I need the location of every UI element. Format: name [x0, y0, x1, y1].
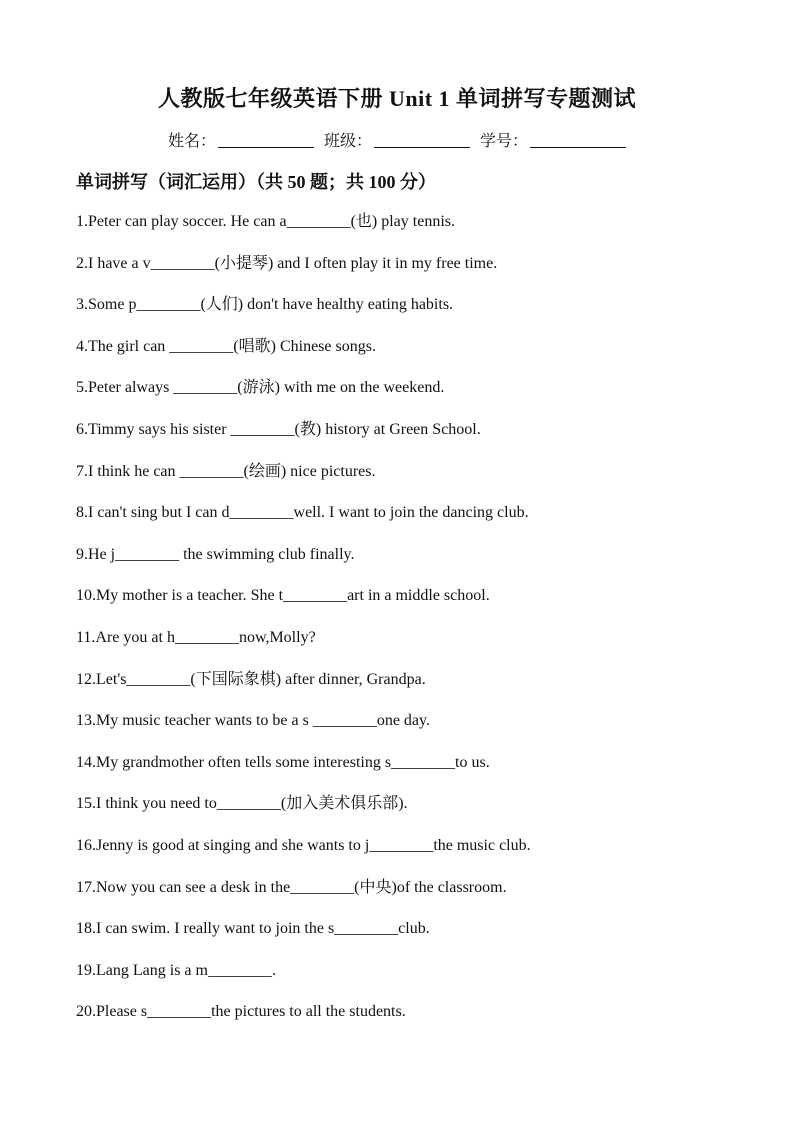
question-item: 13.My music teacher wants to be a s ________one day. — [76, 712, 430, 730]
question-item: 2.I have a v________(小提琴) and I often play it in my free time. — [76, 254, 498, 272]
student-info — [168, 128, 632, 151]
question-item: 12.Let's________(下国际象棋) after dinner, Grandpa. — [76, 670, 426, 688]
question-item: 1.Peter can play soccer. He can a________(也) play tennis. — [76, 213, 455, 230]
question-item: 19.Lang Lang is a m________. — [76, 961, 276, 979]
question-item: 9.He j________ the swimming club finally. — [76, 545, 355, 563]
question-item: 8.I can't sing but I can d________well. I want to join the dancing club. — [76, 504, 529, 522]
question-item: 5.Peter always ________(游泳) with me on the weekend. — [76, 379, 445, 397]
question-item: 7.I think he can ________(绘画) nice pictures. — [76, 462, 376, 480]
question-item: 11.Are you at h________now,Molly? — [76, 628, 316, 646]
page-title: 人教版七年级英语下册 Unit 1 单词拼写专题测试 — [157, 86, 637, 111]
question-item: 15.I think you need to________(加入美术俱乐部). — [76, 795, 408, 813]
question-list — [76, 208, 756, 1040]
question-item: 4.The girl can ________(唱歌) Chinese songs. — [76, 337, 376, 355]
class-label: 班级： — [324, 133, 373, 150]
question-item: 3.Some p________(人们) don't have healthy eating habits. — [76, 296, 454, 314]
name-label: 姓名： — [168, 133, 217, 150]
name-blank[interactable] — [218, 133, 314, 148]
student-id-field — [480, 128, 626, 151]
student-id-blank[interactable] — [530, 133, 626, 148]
question-item: 17.Now you can see a desk in the________(中央)of the classroom. — [76, 878, 507, 896]
class-field — [324, 128, 470, 151]
question-item: 6.Timmy says his sister ________(教) history at Green School. — [76, 420, 481, 438]
section-heading: 单词拼写（词汇运用）（共 50 题；共 100 分） — [76, 172, 436, 192]
name-field — [168, 128, 314, 151]
class-blank[interactable] — [374, 133, 470, 148]
question-item: 20.Please s________the pictures to all the students. — [76, 1003, 406, 1021]
question-item: 10.My mother is a teacher. She t________art in a middle school. — [76, 587, 490, 605]
question-item: 14.My grandmother often tells some interesting s________to us. — [76, 753, 490, 771]
student-id-label: 学号： — [480, 133, 529, 150]
question-item: 16.Jenny is good at singing and she wants to j________the music club. — [76, 836, 531, 854]
question-item: 18.I can swim. I really want to join the s________club. — [76, 920, 430, 938]
